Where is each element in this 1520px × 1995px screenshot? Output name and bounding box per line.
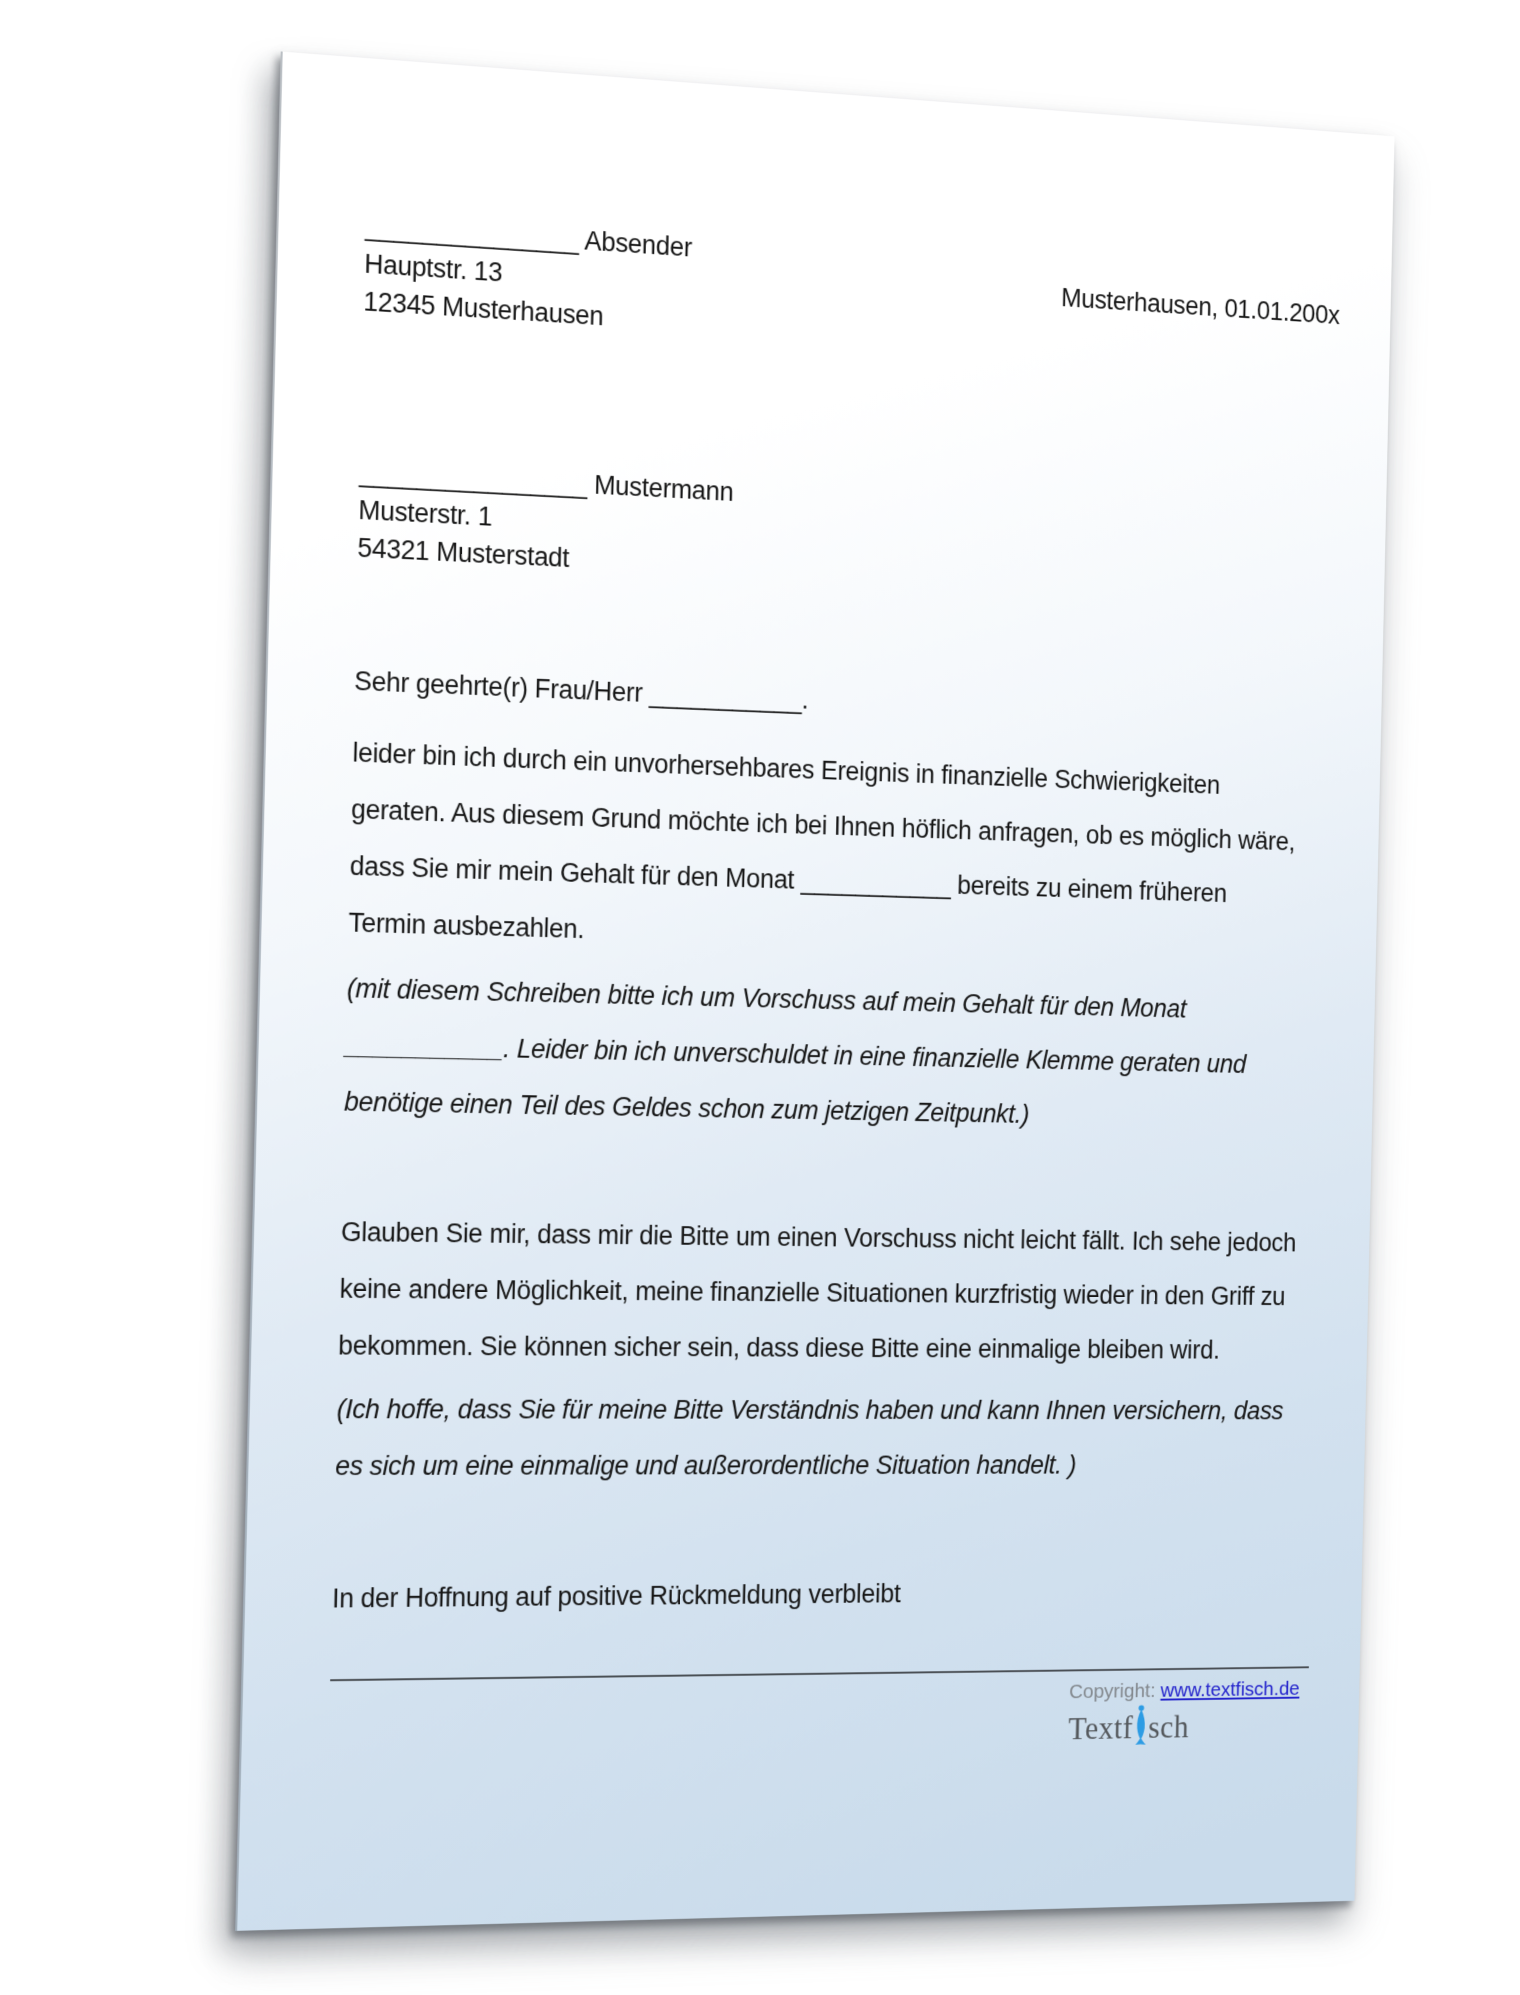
body-paragraph-hope-italic xyxy=(335,1381,1316,1495)
logo-text-prefix: Textf xyxy=(1067,1711,1134,1747)
fish-icon xyxy=(1133,1705,1147,1747)
paragraph-line: Glauben Sie mir, dass mir die Bitte um einen Vorschuss nicht leicht fällt. Ich sehe jedoch xyxy=(340,1217,1297,1258)
salutation-line xyxy=(354,662,1331,740)
salutation-text: Sehr geehrte(r) Frau/Herr xyxy=(353,666,643,708)
body-paragraph-assurance xyxy=(338,1204,1320,1378)
paragraph-line: (Ich hoffe, dass Sie für meine Bitte Verständnis haben und kann Ihnen versichern, dass xyxy=(336,1394,1284,1425)
recipient-city: 54321 Musterstadt xyxy=(357,532,570,573)
body-paragraph-request xyxy=(348,725,1330,978)
paragraph-line: keine andere Möglichkeit, meine finanzielle Situationen kurzfristig wieder in den Griff zu xyxy=(339,1273,1286,1311)
recipient-blank-field: ________________ xyxy=(358,457,588,500)
copyright-label: Copyright: xyxy=(1068,1679,1156,1703)
logo-text-suffix: sch xyxy=(1147,1710,1190,1746)
body-paragraph-alternative-italic xyxy=(343,960,1324,1147)
recipient-name: Mustermann xyxy=(593,470,734,507)
recipient-street: Musterstr. 1 xyxy=(358,495,493,532)
sender-label: Absender xyxy=(584,225,693,263)
paragraph-line: Termin ausbezahlen. xyxy=(348,907,585,945)
copyright-line xyxy=(1069,1678,1300,1704)
sender-blank-field: _______________ xyxy=(364,211,580,255)
recipient-block xyxy=(357,453,1335,613)
paragraph-line: dass Sie mir mein Gehalt für den Monat ___________ bereits zu einem früheren xyxy=(349,850,1228,908)
paragraph-line: es sich um eine einmalige und außerordentliche Situation handelt. ) xyxy=(334,1450,1077,1481)
paragraph-line: ___________. Leider bin ich unverschuldet in eine finanzielle Klemme geraten und xyxy=(345,1029,1247,1079)
paragraph-line: benötige einen Teil des Geldes schon zum jetzigen Zeitpunkt.) xyxy=(343,1086,1030,1129)
paragraph-line: leider bin ich durch ein unvorhersehbares Ereignis in finanzielle Schwierigkeiten xyxy=(352,737,1221,800)
date-line: Musterhausen, 01.01.200x xyxy=(1060,283,1341,330)
textfisch-logo xyxy=(1068,1702,1299,1748)
footer-branding xyxy=(1068,1678,1300,1748)
textfisch-link[interactable]: www.textfisch.de xyxy=(1160,1677,1300,1702)
paragraph-line: geraten. Aus diesem Grund möchte ich bei Ihnen höflich anfragen, ob es möglich wäre, xyxy=(350,794,1296,857)
sender-city: 12345 Musterhausen xyxy=(363,286,604,332)
sender-street: Hauptstr. 13 xyxy=(363,248,503,288)
paragraph-line: (mit diesem Schreiben bitte ich um Vorschuss auf mein Gehalt für den Monat xyxy=(346,973,1187,1024)
letter-page xyxy=(235,51,1394,1930)
salutation-period: . xyxy=(801,685,809,715)
closing-line: In der Hoffnung auf positive Rückmeldung verbleibt xyxy=(331,1579,901,1614)
paragraph-line: bekommen. Sie können sicher sein, dass diese Bitte eine einmalige bleiben wird. xyxy=(337,1330,1220,1365)
salutation-blank-field: ___________ xyxy=(648,678,802,715)
sender-block xyxy=(363,207,692,340)
letter-head-row xyxy=(363,207,1341,380)
